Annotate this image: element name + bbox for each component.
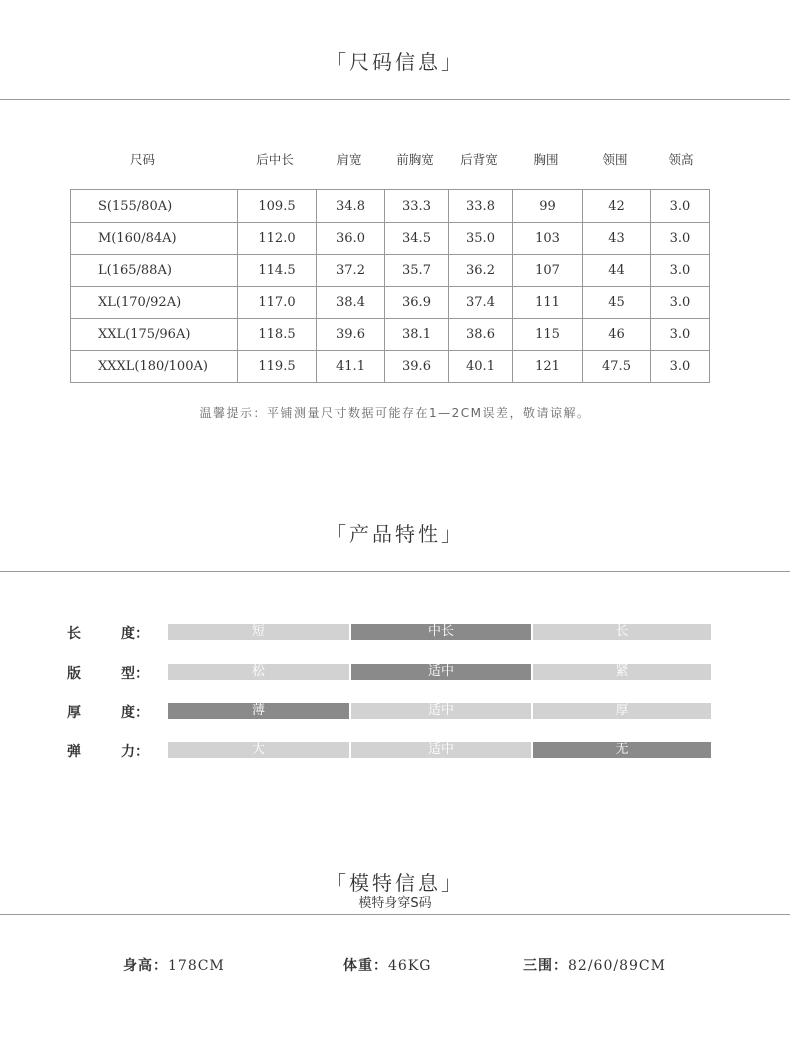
table-cell: 36.0	[316, 223, 384, 254]
table-cell: 44	[582, 255, 650, 286]
feature-option-selected: 适中	[351, 664, 531, 680]
header-shoulder: 肩宽	[336, 152, 362, 167]
measurement-note: 温馨提示：平铺测量尺寸数据可能存在1—2CM误差，敬请谅解。	[199, 406, 591, 420]
table-cell: 41.1	[316, 351, 384, 382]
feature-row	[0, 664, 790, 681]
table-cell: 38.1	[384, 319, 448, 350]
table-cell: 3.0	[650, 351, 709, 382]
feature-label-suffix: 型：	[121, 666, 149, 682]
feature-option: 松	[168, 664, 349, 680]
size-table	[70, 189, 710, 383]
table-cell: 107	[512, 255, 582, 286]
feature-option-selected: 中长	[351, 624, 531, 640]
table-cell: 47.5	[582, 351, 650, 382]
header-bust: 胸围	[533, 152, 559, 167]
feature-option: 短	[168, 624, 349, 640]
table-cell: 46	[582, 319, 650, 350]
table-cell: 99	[512, 190, 582, 222]
feature-option: 大	[168, 742, 349, 758]
table-cell: 35.0	[448, 223, 512, 254]
table-cell: 118.5	[237, 319, 316, 350]
table-cell: 112.0	[237, 223, 316, 254]
feature-option: 紧	[533, 664, 711, 680]
table-cell: 40.1	[448, 351, 512, 382]
feature-label-char: 长	[67, 626, 81, 642]
feature-option-selected: 薄	[168, 703, 349, 719]
table-cell: 114.5	[237, 255, 316, 286]
table-cell: 121	[512, 351, 582, 382]
feature-option-selected: 无	[533, 742, 711, 758]
table-cell: 3.0	[650, 255, 709, 286]
table-cell: 37.4	[448, 287, 512, 318]
feature-label-char: 版	[67, 666, 81, 682]
table-row	[71, 286, 709, 318]
table-cell: 39.6	[316, 319, 384, 350]
model-subtitle: 模特身穿S码	[358, 896, 432, 911]
feature-label-suffix: 度：	[121, 626, 149, 642]
table-cell: 42	[582, 190, 650, 222]
feature-option: 适中	[351, 742, 531, 758]
table-cell: 45	[582, 287, 650, 318]
feature-section-title: 「产品特性」	[326, 522, 464, 546]
feature-section-divider	[0, 571, 790, 572]
feature-option: 厚	[533, 703, 711, 719]
header-back-width: 后背宽	[460, 152, 498, 167]
table-cell: 115	[512, 319, 582, 350]
table-cell: 3.0	[650, 190, 709, 222]
feature-row	[0, 703, 790, 720]
table-cell: 37.2	[316, 255, 384, 286]
table-cell: 34.8	[316, 190, 384, 222]
feature-label-char: 厚	[67, 705, 81, 721]
model-height	[123, 955, 225, 975]
model-section-title: 「模特信息」	[326, 871, 464, 895]
table-cell: 117.0	[237, 287, 316, 318]
header-collar-height: 领高	[668, 152, 694, 167]
model-measurements-value: 82/60/89CM	[568, 958, 666, 974]
table-cell: 33.8	[448, 190, 512, 222]
table-cell: 3.0	[650, 319, 709, 350]
table-cell: 35.7	[384, 255, 448, 286]
table-cell: 34.5	[384, 223, 448, 254]
feature-option: 长	[533, 624, 711, 640]
header-collar: 领围	[602, 152, 628, 167]
feature-label-suffix: 力：	[121, 744, 149, 760]
table-row	[71, 350, 709, 382]
header-back-length: 后中长	[256, 152, 294, 167]
model-weight	[343, 955, 431, 975]
size-label-cell: XXL(175/96A)	[98, 327, 191, 342]
model-height-label: 身高：	[123, 958, 168, 974]
feature-row	[0, 624, 790, 641]
table-cell: 39.6	[384, 351, 448, 382]
table-cell: 3.0	[650, 223, 709, 254]
feature-label-suffix: 度：	[121, 705, 149, 721]
model-measurements	[523, 955, 666, 975]
model-measurements-label: 三围：	[523, 958, 568, 974]
feature-label-char: 弹	[67, 744, 81, 760]
table-cell: 111	[512, 287, 582, 318]
table-row	[71, 222, 709, 254]
header-size: 尺码	[129, 152, 155, 167]
header-front-chest: 前胸宽	[396, 152, 434, 167]
size-section-title: 「尺码信息」	[326, 50, 464, 74]
table-cell: 119.5	[237, 351, 316, 382]
size-label-cell: M(160/84A)	[98, 231, 177, 246]
table-cell: 36.9	[384, 287, 448, 318]
table-row	[71, 190, 709, 222]
size-label-cell: L(165/88A)	[98, 263, 172, 278]
table-cell: 33.3	[384, 190, 448, 222]
table-cell: 109.5	[237, 190, 316, 222]
table-cell: 103	[512, 223, 582, 254]
size-label-cell: XXXL(180/100A)	[98, 359, 208, 374]
table-row	[71, 318, 709, 350]
table-cell: 43	[582, 223, 650, 254]
model-weight-value: 46KG	[388, 958, 432, 974]
table-cell: 38.4	[316, 287, 384, 318]
table-cell: 3.0	[650, 287, 709, 318]
size-table-header	[70, 150, 710, 172]
model-weight-label: 体重：	[343, 958, 388, 974]
feature-option: 适中	[351, 703, 531, 719]
model-section-divider	[0, 914, 790, 915]
size-label-cell: XL(170/92A)	[98, 295, 182, 310]
model-height-value: 178CM	[168, 958, 225, 974]
size-section-divider	[0, 99, 790, 100]
table-row	[71, 254, 709, 286]
table-cell: 38.6	[448, 319, 512, 350]
table-cell: 36.2	[448, 255, 512, 286]
feature-row	[0, 742, 790, 759]
size-label-cell: S(155/80A)	[98, 198, 173, 214]
